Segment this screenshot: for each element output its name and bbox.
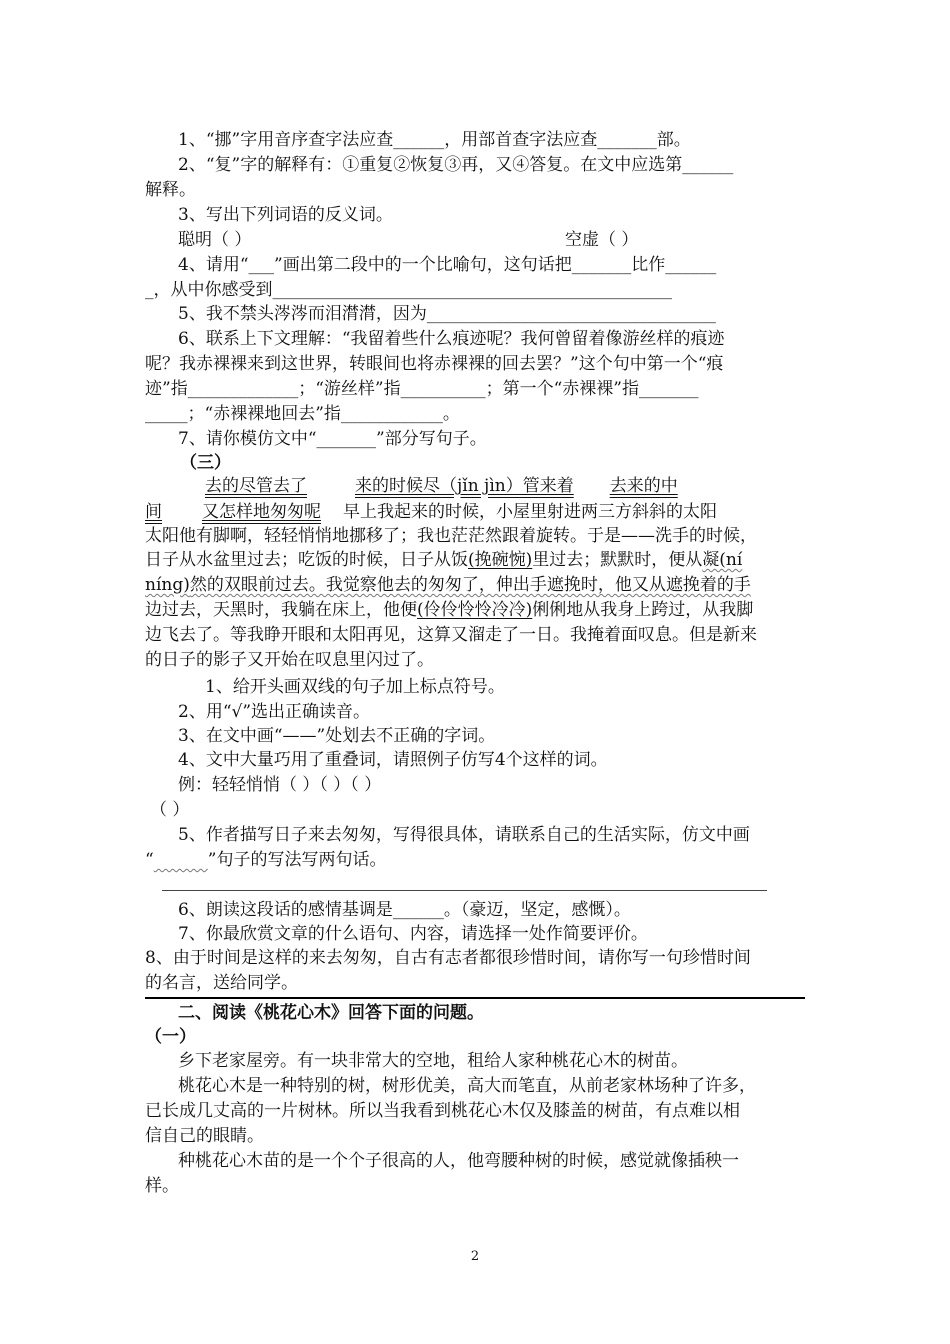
question-4-cont: _，从中你感受到_______________________________________________ bbox=[145, 280, 672, 300]
passage-text: 里过去；默默时，便从 bbox=[532, 550, 703, 570]
wavy-line-sample bbox=[154, 850, 208, 870]
section3-question-4-example: 例：轻轻悄悄（ ）（ ）（ ） bbox=[178, 775, 382, 795]
part2-paragraph-3-cont: 样。 bbox=[145, 1176, 179, 1196]
passage-text: 俐俐地从我身上跨过，从我脚 bbox=[532, 600, 754, 620]
section3-question-4: 4、文中大量巧用了重叠词，请照例子仿写4个这样的词。 bbox=[178, 750, 608, 770]
passage-line bbox=[145, 573, 950, 597]
section3-question-4-blank: （ ） bbox=[150, 800, 190, 820]
question-3: 3、写出下列词语的反义词。 bbox=[178, 205, 393, 225]
part2-paragraph-2-cont: 已长成几丈高的一片树林。所以当我看到桃花心木仅及膝盖的树苗，有点难以相 bbox=[145, 1101, 740, 1121]
section3-question-8: 8、由于时间是这样的来去匆匆，自古有志者都很珍惜时间，请你写一句珍惜时间 bbox=[145, 948, 751, 968]
question-2-cont: 解释。 bbox=[145, 180, 196, 200]
pinyin-choice: 凝(ní bbox=[702, 550, 743, 570]
section3-question-2: 2、用“√”选出正确读音。 bbox=[178, 702, 371, 722]
question-4: 4、请用“___”画出第二段中的一个比喻句，这句话把_______比作______ bbox=[178, 255, 717, 275]
section3-question-7: 7、你最欣赏文章的什么语句、内容，请选择一处作简要评价。 bbox=[178, 924, 648, 944]
section-divider bbox=[145, 997, 805, 999]
quote-open: “ bbox=[145, 850, 154, 870]
question-1: 1、“挪”字用音序查字法应查______，用部首查字法应查_______部。 bbox=[178, 130, 691, 150]
section3-question-3: 3、在文中画“——”处划去不正确的字词。 bbox=[178, 726, 496, 746]
section-heading: （三） bbox=[180, 453, 231, 473]
passage-text: 早上我起来的时候，小屋里射进两三方斜斜的太阳 bbox=[343, 502, 717, 522]
char-choice: (伶伶怜怜冷冷) bbox=[417, 600, 533, 620]
double-underlined-phrase: 间 bbox=[145, 502, 162, 522]
passage-line bbox=[145, 548, 950, 572]
passage-line: 太阳他有脚啊，轻轻悄悄地挪移了；我也茫茫然跟着旋转。于是——洗手的时候， bbox=[145, 526, 757, 546]
passage-line bbox=[145, 500, 950, 524]
section3-question-8-cont: 的名言，送给同学。 bbox=[145, 973, 298, 993]
pinyin-choice: 尽（jǐn jìn）管来着 bbox=[423, 476, 574, 496]
passage-line: 边飞去了。等我睁开眼和太阳再见，这算又溜走了一日。我掩着面叹息。但是新来 bbox=[145, 625, 757, 645]
page-number: 2 bbox=[470, 1249, 480, 1264]
question-2: 2、“复”字的解释有：①重复②恢复③再，又④答复。在文中应选第______ bbox=[178, 155, 734, 175]
passage-line bbox=[145, 598, 950, 622]
antonym-1: 聪明（ ） bbox=[178, 230, 252, 250]
question-5: 5、我不禁头涔涔而泪潸潸，因为__________________________________ bbox=[178, 304, 716, 324]
wavy-underlined-sentence: 然的双眼前过去。我觉察他去的匆匆了，伸出手遮挽时，他又从遮挽着的手 bbox=[189, 575, 751, 595]
question-6-cont-2: 迹”指_____________；“游丝样”指__________；第一个“赤裸裸”指_______ bbox=[145, 379, 699, 399]
part2-heading: 二、阅读《桃花心木》回答下面的问题。 bbox=[178, 1003, 484, 1023]
passage-line: 的日子的影子又开始在叹息里闪过了。 bbox=[145, 650, 434, 670]
part2-subheading: （一） bbox=[145, 1027, 196, 1047]
question-6-cont-3: _____；“赤裸裸地回去”指____________。 bbox=[145, 404, 460, 424]
passage-text: 边过去，天黑时，我躺在床上，他便 bbox=[145, 600, 417, 620]
quote-text: ”句子的写法写两句话。 bbox=[207, 850, 387, 870]
passage-text: 日子从水盆里过去；吃饭的时候，日子从饭 bbox=[145, 550, 468, 570]
question-6-cont-1: 呢？我赤裸裸来到这世界，转眼间也将赤裸裸的回去罢？”这个句中第一个“痕 bbox=[145, 354, 724, 374]
section3-question-5-cont bbox=[145, 848, 950, 872]
question-7: 7、请你模仿文中“_______”部分写句子。 bbox=[178, 429, 487, 449]
part2-paragraph-2-cont: 信自己的眼睛。 bbox=[145, 1126, 264, 1146]
passage-line bbox=[205, 474, 950, 498]
char-choice: (挽碗惋) bbox=[468, 550, 533, 570]
double-underlined-phrase: 又怎样地匆匆呢 bbox=[202, 502, 321, 522]
double-underlined-phrase: 去的尽管去了 bbox=[205, 476, 307, 496]
part2-paragraph-2: 桃花心木是一种特别的树，树形优美，高大而笔直，从前老家林场种了许多， bbox=[178, 1076, 756, 1096]
pinyin-choice: níng) bbox=[145, 575, 190, 595]
double-underlined-phrase: 来的时候 bbox=[355, 476, 423, 496]
part2-paragraph-3: 种桃花心木苗的是一个个子很高的人，他弯腰种树的时候，感觉就像插秧一 bbox=[178, 1151, 739, 1171]
section3-question-5: 5、作者描写日子来去匆匆，写得很具体，请联系自己的生活实际，仿文中画 bbox=[178, 825, 750, 845]
part2-paragraph-1: 乡下老家屋旁。有一块非常大的空地，租给人家种桃花心木的树苗。 bbox=[178, 1051, 688, 1071]
antonym-2: 空虚（ ） bbox=[565, 230, 639, 250]
answer-line bbox=[162, 890, 767, 891]
section3-question-1: 1、给开头画双线的句子加上标点符号。 bbox=[205, 677, 505, 697]
section3-question-6: 6、朗读这段话的感情基调是______。（豪迈，坚定，感慨）。 bbox=[178, 900, 631, 920]
question-6: 6、联系上下文理解：“我留着些什么痕迹呢？我何曾留着像游丝样的痕迹 bbox=[178, 329, 725, 349]
double-underlined-phrase: 去来的中 bbox=[609, 476, 678, 496]
